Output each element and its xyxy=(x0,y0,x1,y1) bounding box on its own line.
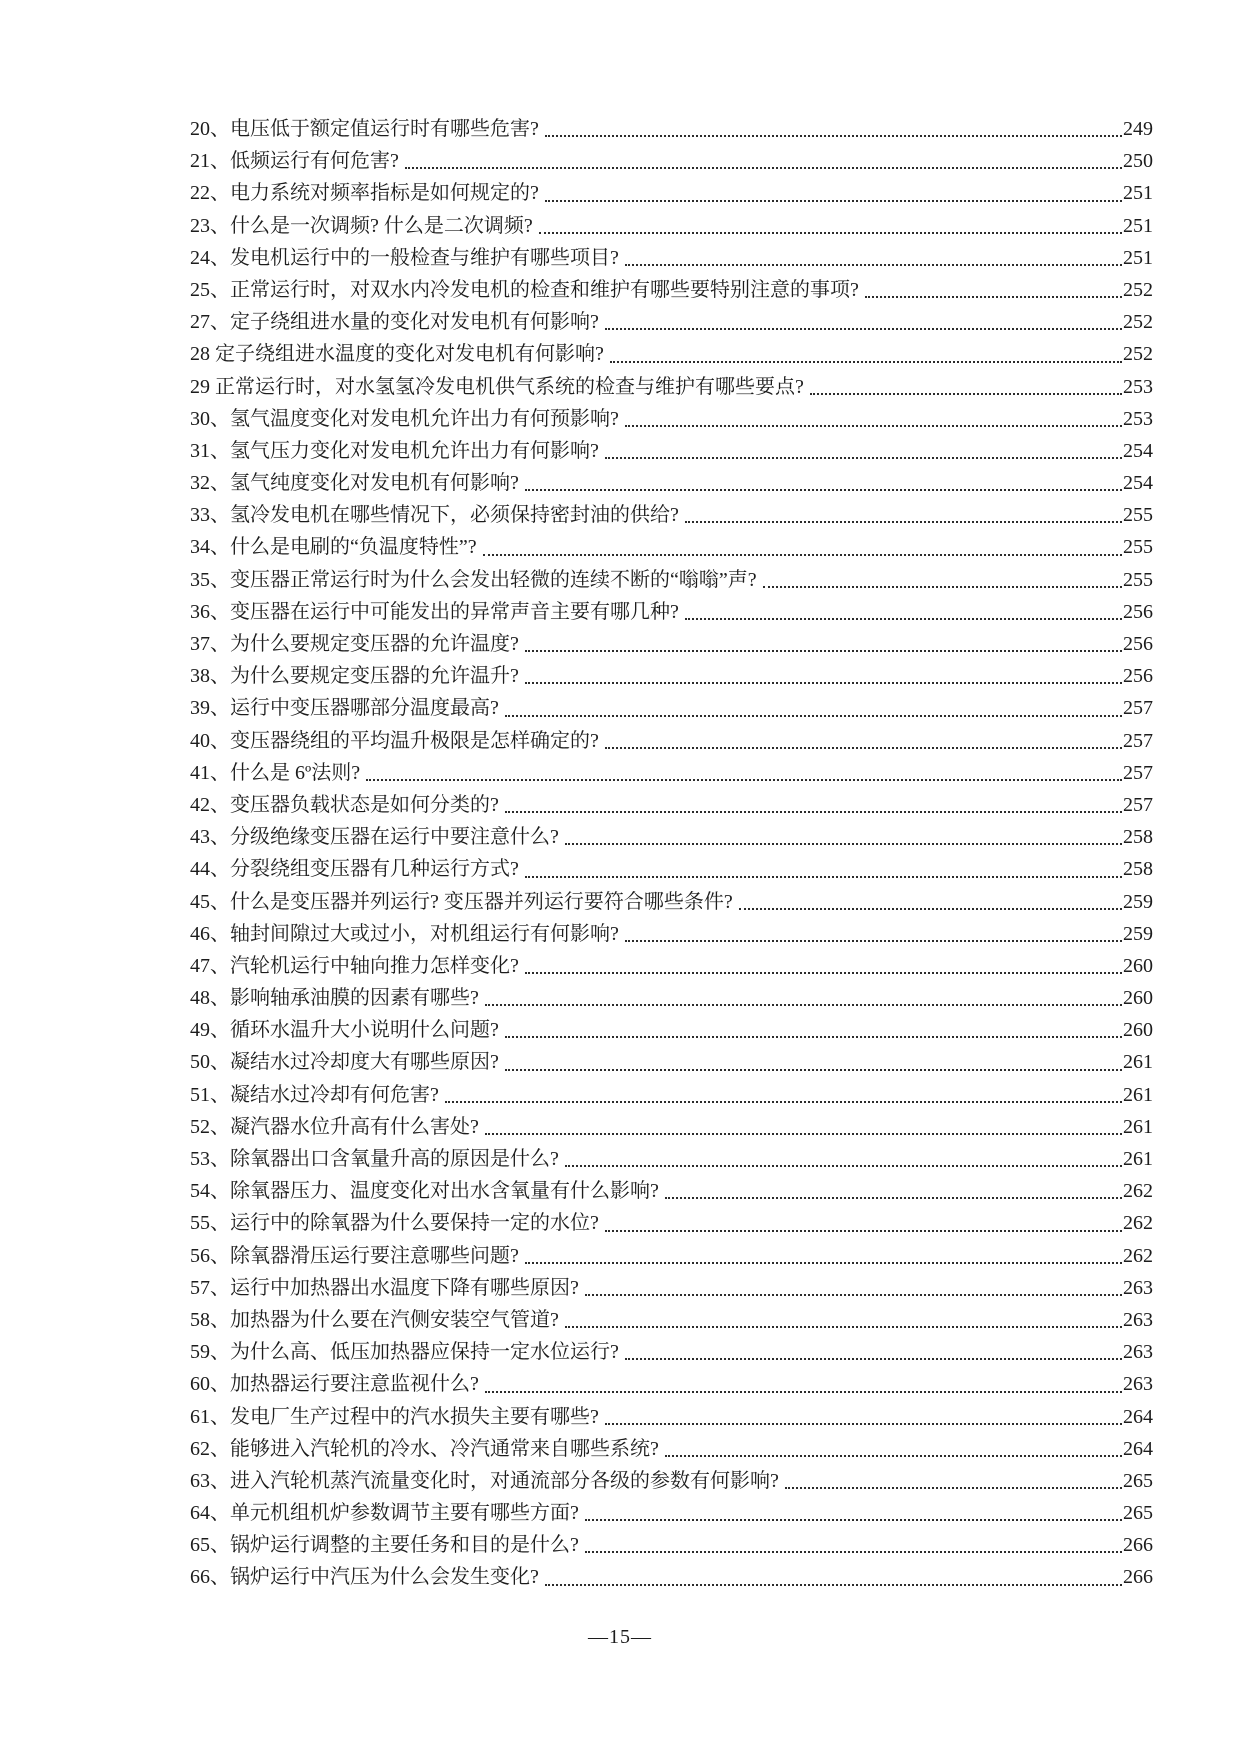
toc-entry-title: 分级绝缘变压器在运行中要注意什么? xyxy=(230,826,559,849)
toc-entry-page-number: 266 xyxy=(1123,1534,1153,1557)
toc-entry-number: 31、 xyxy=(190,439,230,462)
toc-entry-title: 什么是变压器并列运行? 变压器并列运行要符合哪些条件? xyxy=(230,890,733,913)
toc-entry-title: 电力系统对频率指标是如何规定的? xyxy=(230,182,539,205)
toc-entry xyxy=(190,853,1153,885)
toc-entry-page-number: 250 xyxy=(1123,150,1153,173)
dot-leader xyxy=(565,843,1122,845)
dot-leader xyxy=(505,715,1122,717)
toc-entry-number: 48、 xyxy=(190,987,230,1010)
dot-leader xyxy=(505,1036,1122,1038)
dot-leader xyxy=(625,264,1122,266)
toc-entry-page-number: 260 xyxy=(1123,987,1153,1010)
toc-entry-title: 氢冷发电机在哪些情况下，必须保持密封油的供给? xyxy=(230,504,679,527)
dot-leader xyxy=(525,876,1122,878)
dot-leader xyxy=(810,393,1122,395)
toc-entry-title: 变压器在运行中可能发出的异常声音主要有哪几种? xyxy=(230,600,679,623)
toc-entry xyxy=(190,628,1153,660)
toc-entry-number: 35、 xyxy=(190,568,230,591)
toc-entry-page-number: 263 xyxy=(1123,1373,1153,1396)
toc-entry xyxy=(190,1401,1153,1433)
toc-entry-title: 定子绕组进水量的变化对发电机有何影响? xyxy=(230,311,599,334)
toc-entry-page-number: 263 xyxy=(1123,1276,1153,1299)
toc-entry-title: 为什么高、低压加热器应保持一定水位运行? xyxy=(230,1341,619,1364)
toc-entry-title: 凝结水过冷却有何危害? xyxy=(230,1083,439,1106)
dot-leader xyxy=(685,521,1122,523)
toc-entry-page-number: 257 xyxy=(1123,729,1153,752)
toc-entry-number: 46、 xyxy=(190,922,230,945)
toc-entry xyxy=(190,1336,1153,1368)
toc-entry-number: 47、 xyxy=(190,954,230,977)
toc-entry-title: 凝汽器水位升高有什么害处? xyxy=(230,1115,479,1138)
toc-entry-page-number: 251 xyxy=(1123,246,1153,269)
toc-entry xyxy=(190,435,1153,467)
dot-leader xyxy=(545,135,1122,137)
toc-entry-page-number: 258 xyxy=(1123,858,1153,881)
toc-entry-page-number: 255 xyxy=(1123,536,1153,559)
dot-leader xyxy=(865,296,1122,298)
dot-leader xyxy=(485,1133,1122,1135)
toc-entry-title: 运行中变压器哪部分温度最高? xyxy=(230,697,499,720)
toc-entry xyxy=(190,1368,1153,1400)
toc-entry-number: 55、 xyxy=(190,1212,230,1235)
toc-entry-number: 36、 xyxy=(190,600,230,623)
toc-entry-number: 34、 xyxy=(190,536,230,559)
dot-leader xyxy=(585,1551,1122,1553)
dot-leader xyxy=(565,1165,1122,1167)
toc-entry-number: 43、 xyxy=(190,826,230,849)
toc-entry-number: 61、 xyxy=(190,1405,230,1428)
dot-leader xyxy=(545,200,1122,202)
toc-entry-page-number: 256 xyxy=(1123,665,1153,688)
toc-entry-number: 24、 xyxy=(190,246,230,269)
toc-entry xyxy=(190,950,1153,982)
toc-entry-page-number: 254 xyxy=(1123,472,1153,495)
toc-entry xyxy=(190,1433,1153,1465)
toc-entry xyxy=(190,1272,1153,1304)
toc-entry-title: 影响轴承油膜的因素有哪些? xyxy=(230,987,479,1010)
toc-entry-title: 正常运行时，对双水内冷发电机的检查和维护有哪些要特别注意的事项? xyxy=(230,278,859,301)
toc-entry-number: 38、 xyxy=(190,665,230,688)
dot-leader xyxy=(485,1004,1122,1006)
dot-leader xyxy=(405,167,1122,169)
dot-leader xyxy=(485,1391,1122,1393)
toc-entry xyxy=(190,660,1153,692)
dot-leader xyxy=(525,1262,1122,1264)
toc-entry xyxy=(190,725,1153,757)
toc-list xyxy=(190,113,1153,1594)
toc-entry-title: 循环水温升大小说明什么问题? xyxy=(230,1019,499,1042)
toc-entry-title: 运行中加热器出水温度下降有哪些原因? xyxy=(230,1276,579,1299)
toc-entry-number: 66、 xyxy=(190,1566,230,1589)
dot-leader xyxy=(525,682,1122,684)
toc-entry-page-number: 252 xyxy=(1123,311,1153,334)
dot-leader xyxy=(605,457,1122,459)
toc-entry xyxy=(190,210,1153,242)
toc-entry-page-number: 255 xyxy=(1123,568,1153,591)
toc-entry-number: 44、 xyxy=(190,858,230,881)
dot-leader xyxy=(366,779,1122,781)
toc-entry-page-number: 265 xyxy=(1123,1469,1153,1492)
toc-entry-title: 分裂绕组变压器有几种运行方式? xyxy=(230,858,519,881)
toc-entry-title: 锅炉运行调整的主要任务和目的是什么? xyxy=(230,1534,579,1557)
toc-entry-page-number: 257 xyxy=(1123,761,1153,784)
toc-entry-page-number: 251 xyxy=(1123,214,1153,237)
dot-leader xyxy=(610,361,1122,363)
toc-entry-title: 除氧器压力、温度变化对出水含氧量有什么影响? xyxy=(230,1180,659,1203)
toc-entry-page-number: 252 xyxy=(1123,278,1153,301)
toc-entry xyxy=(190,692,1153,724)
toc-entry xyxy=(190,918,1153,950)
toc-entry-number: 33、 xyxy=(190,504,230,527)
toc-entry-number: 65、 xyxy=(190,1534,230,1557)
toc-entry-title: 什么是一次调频? 什么是二次调频? xyxy=(230,214,533,237)
toc-entry xyxy=(190,789,1153,821)
toc-entry-page-number: 264 xyxy=(1123,1437,1153,1460)
toc-entry xyxy=(190,177,1153,209)
toc-entry-title: 加热器运行要注意监视什么? xyxy=(230,1373,479,1396)
toc-entry xyxy=(190,1079,1153,1111)
toc-entry-title: 氢气压力变化对发电机允许出力有何影响? xyxy=(230,439,599,462)
toc-entry-title: 什么是电刷的“负温度特性”? xyxy=(230,536,477,559)
toc-entry xyxy=(190,145,1153,177)
toc-entry xyxy=(190,499,1153,531)
toc-entry-number: 45、 xyxy=(190,890,230,913)
toc-entry-number: 41、 xyxy=(190,761,230,784)
toc-entry xyxy=(190,1046,1153,1078)
toc-entry-title: 发电机运行中的一般检查与维护有哪些项目? xyxy=(230,246,619,269)
dot-leader xyxy=(605,328,1122,330)
toc-entry-page-number: 263 xyxy=(1123,1341,1153,1364)
toc-entry-page-number: 260 xyxy=(1123,1019,1153,1042)
toc-entry-page-number: 258 xyxy=(1123,826,1153,849)
toc-entry xyxy=(190,1111,1153,1143)
toc-entry-title: 氢气纯度变化对发电机有何影响? xyxy=(230,472,519,495)
toc-entry xyxy=(190,242,1153,274)
toc-entry-page-number: 256 xyxy=(1123,633,1153,655)
toc-entry-title: 氢气温度变化对发电机允许出力有何预影响? xyxy=(230,407,619,430)
dot-leader xyxy=(625,1358,1122,1360)
toc-entry-page-number: 261 xyxy=(1123,1148,1153,1170)
toc-entry-page-number: 262 xyxy=(1123,1180,1153,1203)
dot-leader xyxy=(625,425,1122,427)
dot-leader xyxy=(605,1230,1122,1232)
toc-entry-page-number: 255 xyxy=(1123,504,1153,527)
toc-entry xyxy=(190,1561,1153,1593)
toc-entry xyxy=(190,1497,1153,1529)
toc-entry-number: 53、 xyxy=(190,1148,230,1170)
toc-entry-title: 除氧器出口含氧量升高的原因是什么? xyxy=(230,1148,559,1170)
toc-entry-number: 49、 xyxy=(190,1019,230,1042)
toc-entry-title: 发电厂生产过程中的汽水损失主要有哪些? xyxy=(230,1405,599,1428)
toc-entry-page-number: 261 xyxy=(1123,1115,1153,1138)
toc-entry-page-number: 261 xyxy=(1123,1083,1153,1106)
toc-entry xyxy=(190,467,1153,499)
toc-entry-page-number: 251 xyxy=(1123,182,1153,205)
toc-entry xyxy=(190,531,1153,563)
toc-entry-title: 单元机组机炉参数调节主要有哪些方面? xyxy=(230,1502,579,1525)
dot-leader xyxy=(525,972,1122,974)
dot-leader xyxy=(585,1294,1122,1296)
toc-entry-title: 定子绕组进水温度的变化对发电机有何影响? xyxy=(215,343,604,366)
toc-entry-title: 变压器绕组的平均温升极限是怎样确定的? xyxy=(230,729,599,752)
toc-entry-page-number: 262 xyxy=(1123,1212,1153,1235)
toc-entry-page-number: 257 xyxy=(1123,697,1153,720)
toc-entry-title: 除氧器滑压运行要注意哪些问题? xyxy=(230,1244,519,1267)
toc-entry-page-number: 259 xyxy=(1123,922,1153,945)
dot-leader xyxy=(665,1197,1122,1199)
toc-entry xyxy=(190,371,1153,403)
toc-entry-number: 50、 xyxy=(190,1051,230,1074)
toc-entry-number: 30、 xyxy=(190,407,230,430)
toc-entry xyxy=(190,1014,1153,1046)
toc-entry-number: 42、 xyxy=(190,793,230,816)
dot-leader xyxy=(539,232,1122,234)
dot-leader xyxy=(665,1455,1122,1457)
toc-entry-number: 27、 xyxy=(190,311,230,334)
dot-leader xyxy=(605,1423,1122,1425)
toc-entry-title: 加热器为什么要在汽侧安装空气管道? xyxy=(230,1308,559,1331)
toc-entry xyxy=(190,1465,1153,1497)
toc-entry-number: 57、 xyxy=(190,1276,230,1299)
dot-leader xyxy=(785,1487,1122,1489)
toc-entry-title: 运行中的除氧器为什么要保持一定的水位? xyxy=(230,1212,599,1235)
dot-leader xyxy=(685,618,1122,620)
dot-leader xyxy=(545,1584,1122,1586)
dot-leader xyxy=(445,1101,1122,1103)
toc-entry-page-number: 254 xyxy=(1123,439,1153,462)
toc-entry-number: 63、 xyxy=(190,1469,230,1492)
toc-entry-number: 37、 xyxy=(190,633,230,655)
toc-entry-page-number: 262 xyxy=(1123,1244,1153,1267)
toc-entry-number: 25、 xyxy=(190,278,230,301)
dot-leader xyxy=(525,650,1122,652)
toc-entry-number: 40、 xyxy=(190,729,230,752)
toc-entry-title: 汽轮机运行中轴向推力怎样变化? xyxy=(230,954,519,977)
toc-entry xyxy=(190,1207,1153,1239)
toc-entry-title: 轴封间隙过大或过小，对机组运行有何影响? xyxy=(230,922,619,945)
toc-entry-number: 20、 xyxy=(190,118,230,140)
toc-entry-number: 59、 xyxy=(190,1341,230,1364)
toc-entry-title: 为什么要规定变压器的允许温升? xyxy=(230,665,519,688)
toc-entry-page-number: 260 xyxy=(1123,954,1153,977)
toc-entry-page-number: 263 xyxy=(1123,1308,1153,1331)
toc-entry xyxy=(190,1529,1153,1561)
toc-entry-number: 56、 xyxy=(190,1244,230,1267)
dot-leader xyxy=(625,940,1122,942)
toc-entry-page-number: 264 xyxy=(1123,1405,1153,1428)
toc-entry-page-number: 253 xyxy=(1123,375,1153,398)
toc-entry xyxy=(190,982,1153,1014)
toc-entry-page-number: 266 xyxy=(1123,1566,1153,1589)
toc-entry xyxy=(190,564,1153,596)
toc-entry-title: 正常运行时，对水氢氢冷发电机供气系统的检查与维护有哪些要点? xyxy=(215,375,804,398)
toc-entry xyxy=(190,274,1153,306)
toc-entry-title: 变压器正常运行时为什么会发出轻微的连续不断的“嗡嗡”声? xyxy=(230,568,757,591)
toc-entry-number: 54、 xyxy=(190,1180,230,1203)
toc-entry-title: 锅炉运行中汽压为什么会发生变化? xyxy=(230,1566,539,1589)
toc-entry xyxy=(190,1143,1153,1175)
toc-entry xyxy=(190,886,1153,918)
toc-entry-number: 58、 xyxy=(190,1308,230,1331)
toc-entry-number: 60、 xyxy=(190,1373,230,1396)
toc-entry-title: 什么是 6º法则? xyxy=(230,761,361,784)
toc-entry-title: 为什么要规定变压器的允许温度? xyxy=(230,633,519,655)
toc-entry-number: 52、 xyxy=(190,1115,230,1138)
toc-entry xyxy=(190,403,1153,435)
toc-entry-page-number: 257 xyxy=(1123,793,1153,816)
toc-entry-number: 39、 xyxy=(190,697,230,720)
dot-leader xyxy=(605,747,1122,749)
dot-leader xyxy=(763,586,1122,588)
dot-leader xyxy=(739,908,1122,910)
toc-entry xyxy=(190,1240,1153,1272)
toc-entry-title: 变压器负载状态是如何分类的? xyxy=(230,793,499,816)
toc-entry xyxy=(190,757,1153,789)
toc-entry-page-number: 252 xyxy=(1123,343,1153,366)
toc-entry-page-number: 253 xyxy=(1123,407,1153,430)
dot-leader xyxy=(565,1326,1122,1328)
toc-entry-title: 低频运行有何危害? xyxy=(230,150,399,173)
toc-entry-number: 32、 xyxy=(190,472,230,495)
page-number-footer: —15— xyxy=(588,1626,652,1648)
dot-leader xyxy=(585,1519,1122,1521)
toc-entry-number: 28 xyxy=(190,343,215,366)
toc-entry-number: 29 xyxy=(190,375,215,398)
toc-entry-page-number: 256 xyxy=(1123,600,1153,623)
toc-entry xyxy=(190,596,1153,628)
toc-entry xyxy=(190,1175,1153,1207)
toc-entry-page-number: 249 xyxy=(1123,118,1153,140)
toc-entry-number: 51、 xyxy=(190,1083,230,1106)
toc-entry xyxy=(190,338,1153,370)
toc-entry xyxy=(190,1304,1153,1336)
toc-entry xyxy=(190,821,1153,853)
dot-leader xyxy=(483,554,1122,556)
toc-entry-title: 能够进入汽轮机的冷水、冷汽通常来自哪些系统? xyxy=(230,1437,659,1460)
toc-entry-number: 62、 xyxy=(190,1437,230,1460)
toc-entry-number: 64、 xyxy=(190,1502,230,1525)
dot-leader xyxy=(525,489,1122,491)
toc-entry-number: 22、 xyxy=(190,182,230,205)
toc-entry-page-number: 265 xyxy=(1123,1502,1153,1525)
toc-entry xyxy=(190,113,1153,145)
toc-entry xyxy=(190,306,1153,338)
toc-entry-title: 进入汽轮机蒸汽流量变化时，对通流部分各级的参数有何影响? xyxy=(230,1469,779,1492)
toc-entry-page-number: 261 xyxy=(1123,1051,1153,1074)
dot-leader xyxy=(505,1069,1122,1071)
toc-entry-title: 凝结水过冷却度大有哪些原因? xyxy=(230,1051,499,1074)
dot-leader xyxy=(505,811,1122,813)
toc-entry-number: 21、 xyxy=(190,150,230,173)
toc-entry-number: 23、 xyxy=(190,214,230,237)
toc-entry-page-number: 259 xyxy=(1123,890,1153,913)
toc-entry-title: 电压低于额定值运行时有哪些危害? xyxy=(230,118,539,140)
